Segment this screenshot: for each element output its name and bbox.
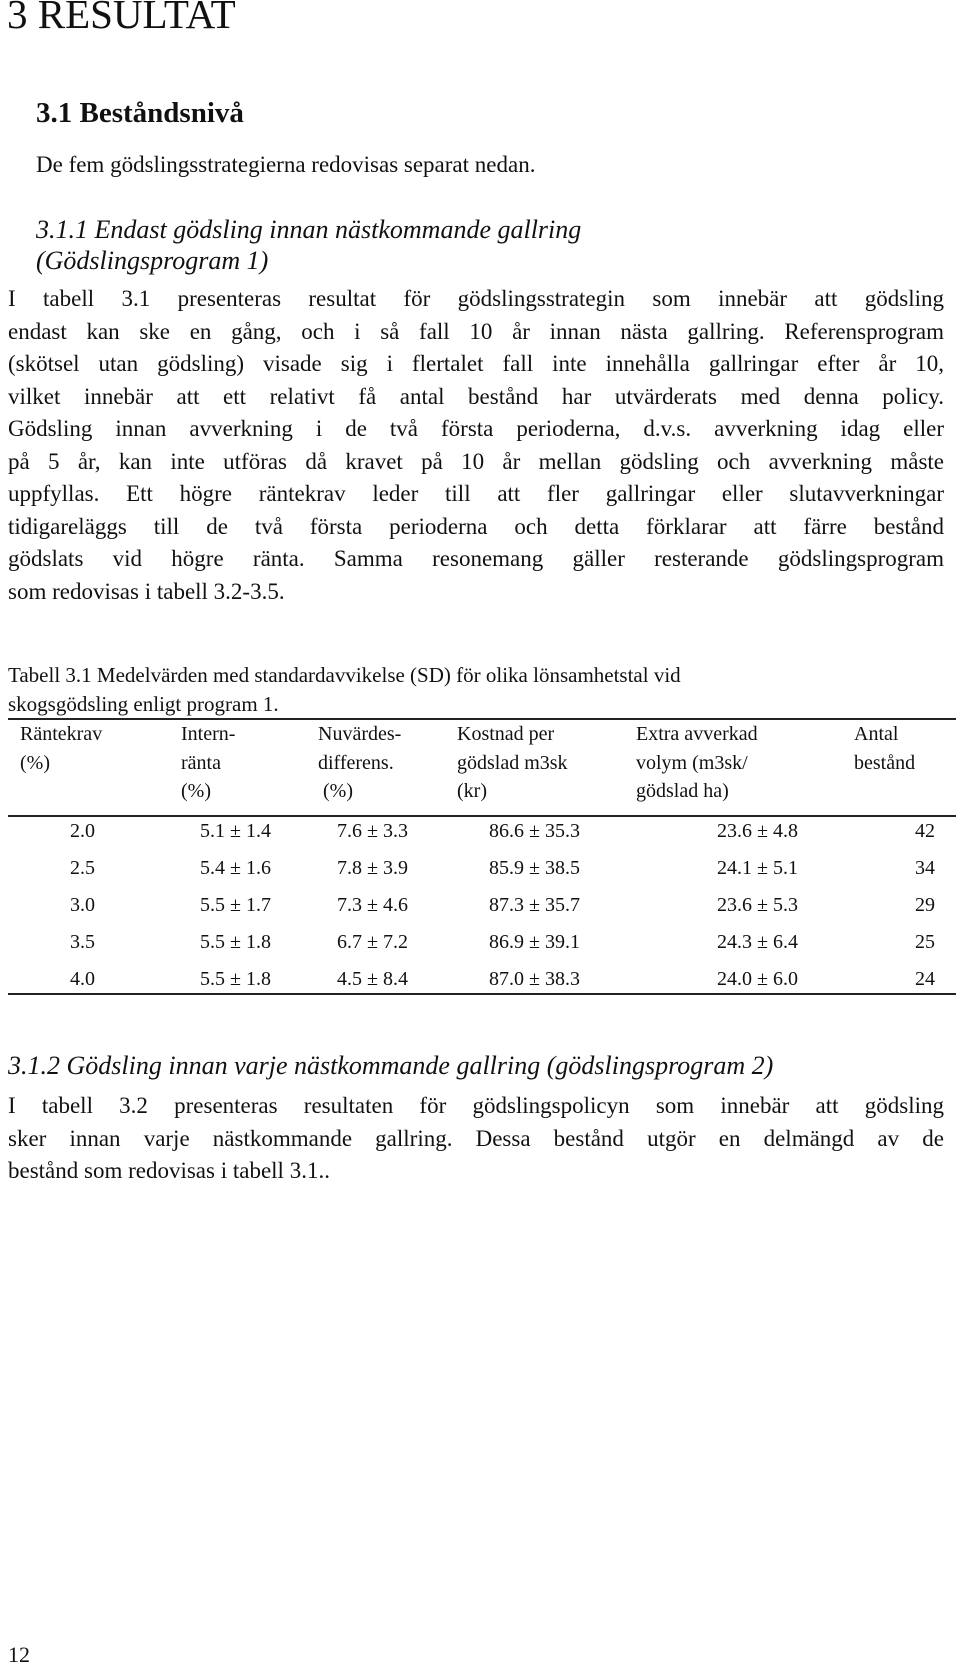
header-text: volym (m3sk/ — [636, 751, 748, 774]
cell-internranta: 5.4 ± 1.6 — [200, 857, 271, 879]
page-number: 12 — [8, 1642, 30, 1667]
header-text: bestånd — [854, 751, 916, 774]
paragraph-line: bestånd som redovisas i tabell 3.1.. — [8, 1158, 330, 1183]
cell-extra-avverkad: 24.0 ± 6.0 — [717, 968, 798, 990]
cell-antal: 24 — [915, 968, 935, 990]
header-text: Kostnad per — [457, 723, 555, 745]
header-text: gödslad ha) — [636, 780, 729, 802]
header-text: (%) — [20, 751, 50, 774]
header-text: Räntekrav — [20, 723, 103, 745]
cell-kostnad: 87.3 ± 35.7 — [489, 894, 580, 916]
caption-line: Tabell 3.1 Medelvärden med standardavvikelse (SD) för olika lönsamhetstal vid — [8, 663, 681, 687]
cell-extra-avverkad: 23.6 ± 5.3 — [717, 894, 798, 916]
caption-line: skogsgödsling enligt program 1. — [8, 692, 279, 716]
subsection-2-title: 3.1.2 Gödsling innan varje nästkommande gallring (gödslingsprogram 2) — [8, 1051, 774, 1080]
cell-nuvardesdifferens: 6.7 ± 7.2 — [337, 931, 408, 953]
header-nuvardesdifferens — [318, 720, 401, 806]
cell-antal: 29 — [915, 894, 935, 916]
cell-rantekrav: 4.0 — [70, 968, 95, 990]
subsection-1-paragraph — [8, 283, 944, 608]
paragraph-line: Gödsling innan avverkning i de två första perioderna, d.v.s. avverkning idag eller — [8, 416, 944, 441]
page-heading: 3 RESULTAT — [7, 0, 236, 37]
cell-nuvardesdifferens: 7.8 ± 3.9 — [337, 857, 408, 879]
header-rantekrav — [20, 720, 102, 777]
header-internranta — [181, 720, 235, 806]
cell-internranta: 5.1 ± 1.4 — [200, 820, 271, 842]
paragraph-line: endast kan ske en gång, och i så fall 10 år innan nästa gallring. Referensprogram — [8, 318, 944, 344]
header-antal-bestand — [854, 720, 915, 777]
paragraph-line: I tabell 3.2 presenteras resultaten för gödslingspolicyn som innebär att gödsling — [8, 1093, 944, 1118]
cell-antal: 42 — [915, 820, 935, 842]
cell-nuvardesdifferens: 4.5 ± 8.4 — [337, 968, 408, 990]
header-text: Nuvärdes- — [318, 723, 402, 745]
intro-text: De fem gödslingsstrategierna redovisas separat nedan. — [36, 152, 536, 177]
cell-kostnad: 85.9 ± 38.5 — [489, 857, 580, 879]
header-extra-avverkad — [636, 720, 758, 806]
cell-nuvardesdifferens: 7.3 ± 4.6 — [337, 894, 408, 916]
cell-kostnad: 86.9 ± 39.1 — [489, 931, 580, 953]
cell-rantekrav: 2.5 — [70, 857, 95, 879]
cell-internranta: 5.5 ± 1.8 — [200, 931, 271, 953]
header-kostnad — [457, 720, 568, 806]
header-text: ränta — [181, 751, 221, 774]
paragraph-line: uppfyllas. Ett högre räntekrav leder till att fler gallringar eller slutavverkningar — [8, 481, 944, 506]
paragraph-line: tidigareläggs till de två första perioderna och detta förklarar att färre bestånd — [8, 513, 944, 539]
table-caption — [8, 661, 681, 719]
paragraph-line: sker innan varje nästkommande gallring. Dessa bestånd utgör en delmängd av de — [8, 1125, 944, 1151]
header-text: (%) — [181, 780, 211, 802]
header-text: Intern- — [181, 723, 236, 745]
subsection-1-title-line-1: 3.1.1 Endast gödsling innan nästkommande gallring — [36, 215, 582, 244]
cell-antal: 25 — [915, 931, 935, 953]
cell-rantekrav: 3.0 — [70, 894, 95, 916]
header-text: (%) — [318, 780, 353, 802]
paragraph-line: I tabell 3.1 presenteras resultat för gödslingsstrategin som innebär att gödsling — [8, 286, 944, 311]
cell-antal: 34 — [915, 857, 935, 879]
table-bottom-rule — [8, 993, 956, 995]
paragraph-line: gödslats vid högre ränta. Samma resonemang gäller resterande gödslingsprogram — [8, 546, 944, 571]
subsection-2-paragraph — [8, 1090, 944, 1188]
header-text: gödslad m3sk — [457, 751, 568, 774]
cell-extra-avverkad: 24.1 ± 5.1 — [717, 857, 798, 879]
table-header-rule — [8, 815, 956, 817]
cell-extra-avverkad: 23.6 ± 4.8 — [717, 820, 798, 842]
paragraph-line: på 5 år, kan inte utföras då kravet på 10 år mellan gödsling och avverkning måste — [8, 448, 944, 474]
paragraph-line: som redovisas i tabell 3.2-3.5. — [8, 578, 285, 604]
cell-rantekrav: 2.0 — [70, 820, 95, 842]
cell-rantekrav: 3.5 — [70, 931, 95, 953]
cell-kostnad: 87.0 ± 38.3 — [489, 968, 580, 990]
paragraph-line: (skötsel utan gödsling) visade sig i flertalet fall inte innehålla gallringar efter år 10, — [8, 351, 944, 376]
section-heading: 3.1 Beståndsnivå — [36, 97, 244, 129]
header-text: (kr) — [457, 780, 487, 802]
subsection-1-title-line-2: (Gödslingsprogram 1) — [36, 246, 269, 275]
cell-extra-avverkad: 24.3 ± 6.4 — [717, 931, 798, 953]
header-text: Antal — [854, 723, 899, 745]
header-text: differens. — [318, 751, 394, 774]
cell-internranta: 5.5 ± 1.8 — [200, 968, 271, 990]
cell-nuvardesdifferens: 7.6 ± 3.3 — [337, 820, 408, 842]
header-text: Extra avverkad — [636, 723, 758, 745]
cell-internranta: 5.5 ± 1.7 — [200, 894, 271, 916]
paragraph-line: vilket innebär att ett relativt få antal bestånd har utvärderats med denna policy. — [8, 383, 944, 409]
cell-kostnad: 86.6 ± 35.3 — [489, 820, 580, 842]
